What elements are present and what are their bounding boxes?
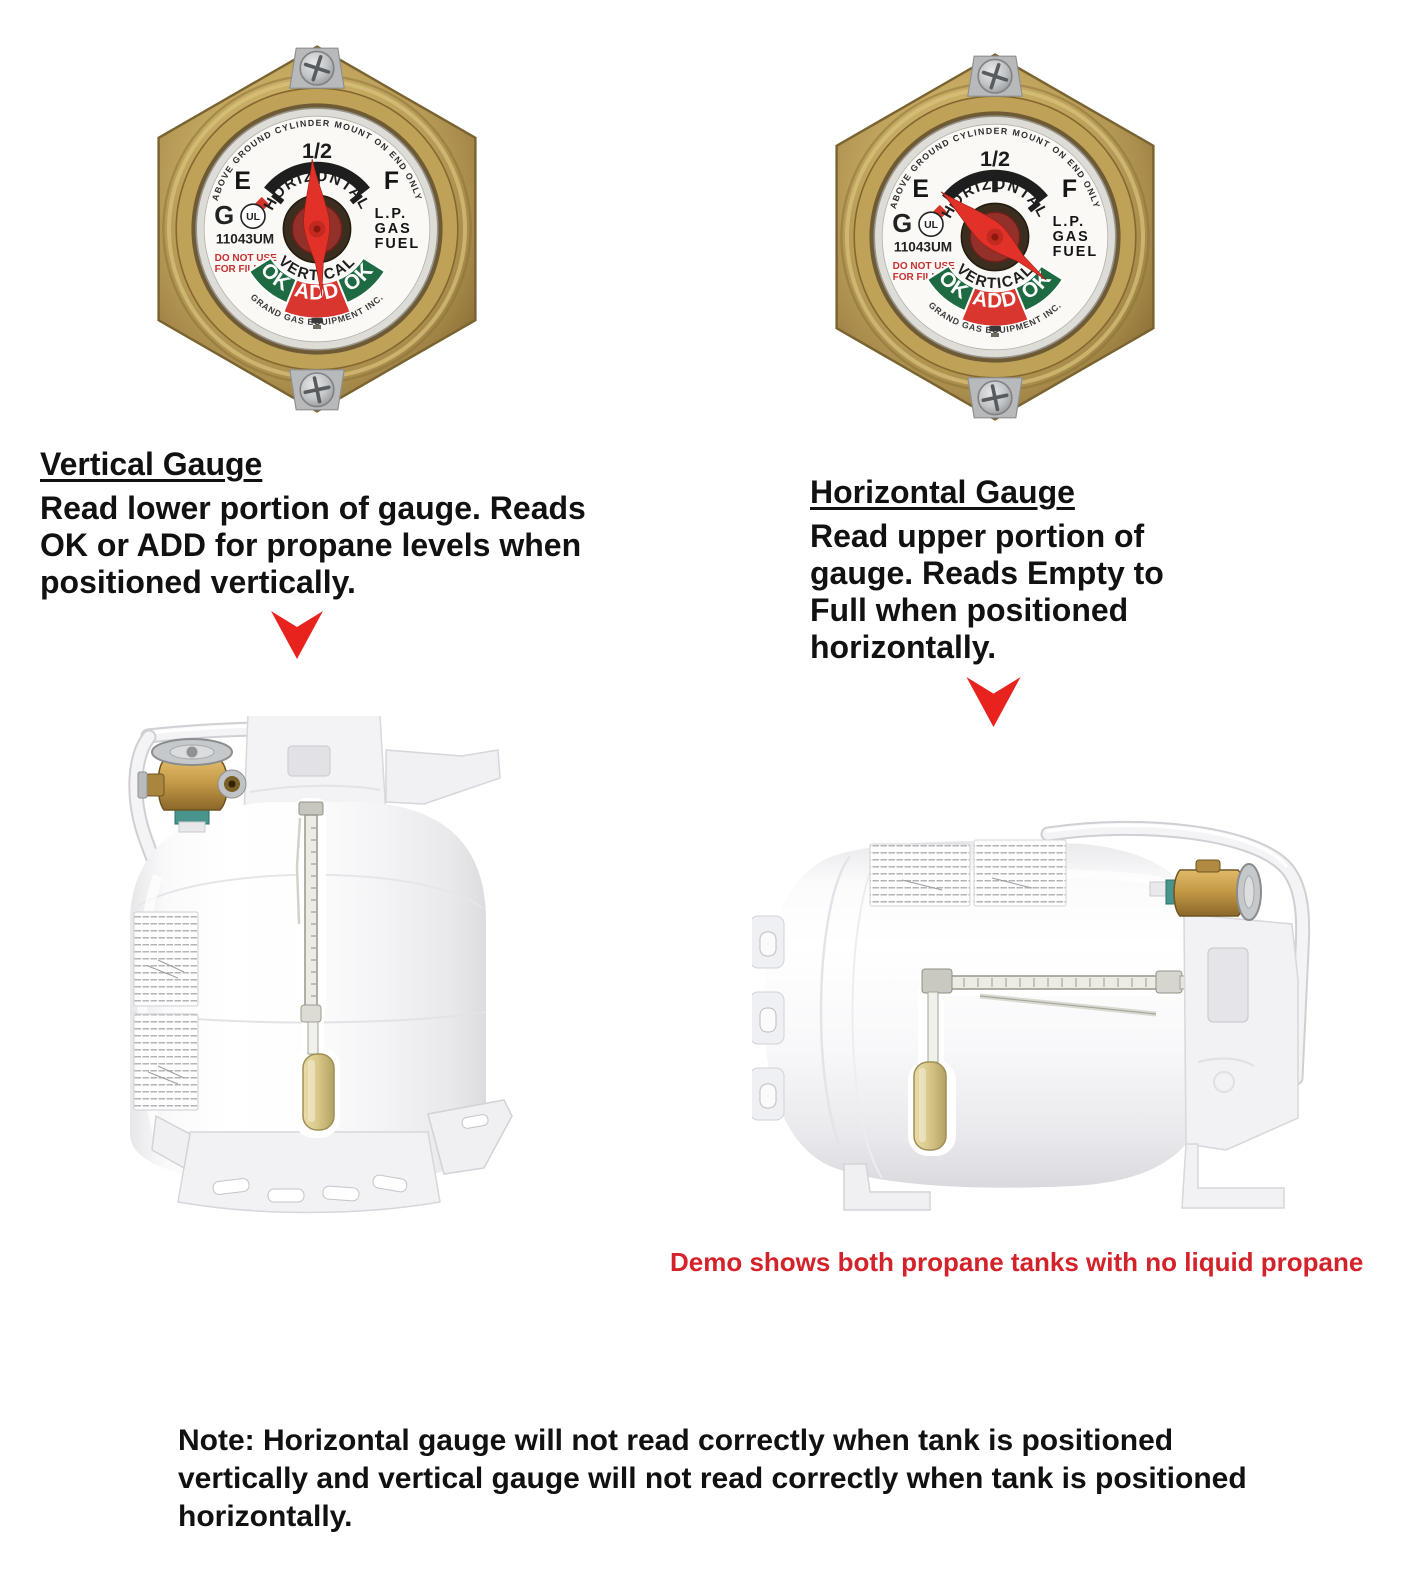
text-line: OK or ADD for propane levels when [40, 527, 582, 563]
note-line: Note: Horizontal gauge will not read correctly when tank is positioned [178, 1424, 1174, 1457]
gauge-photo-horizontal-demo [835, 53, 1155, 421]
down-arrow-icon [271, 611, 323, 659]
gauge-float [914, 1062, 946, 1150]
note-line: horizontally. [178, 1500, 353, 1533]
horizontal-gauge-heading: Horizontal Gauge [810, 474, 1075, 510]
tank-collar [244, 716, 500, 816]
text-line: gauge. Reads Empty to [810, 555, 1164, 591]
text-line: Read lower portion of gauge. Reads [40, 490, 586, 526]
text-line: Full when positioned [810, 592, 1129, 628]
gauge-photo-vertical-demo [157, 45, 477, 413]
text-line: horizontally. [810, 629, 997, 665]
horizontal-gauge-section [810, 474, 1350, 666]
bottom-note [178, 1422, 1388, 1536]
gauge-float [303, 1054, 334, 1130]
vertical-gauge-section [40, 446, 700, 601]
propane-tank-horizontal-photo [752, 820, 1312, 1220]
propane-tank-vertical-photo [118, 716, 518, 1243]
demo-caption: Demo shows both propane tanks with no liquid propane [670, 1247, 1364, 1277]
text-line: positioned vertically. [40, 564, 356, 600]
down-arrow-icon [966, 677, 1021, 727]
warning-labels [870, 840, 1066, 906]
note-line: vertically and vertical gauge will not read correctly when tank is positioned [178, 1462, 1247, 1495]
vertical-gauge-heading: Vertical Gauge [40, 446, 263, 482]
tank-collar [1184, 914, 1298, 1150]
end-cap-tabs [752, 916, 784, 1120]
text-line: Read upper portion of [810, 518, 1145, 554]
